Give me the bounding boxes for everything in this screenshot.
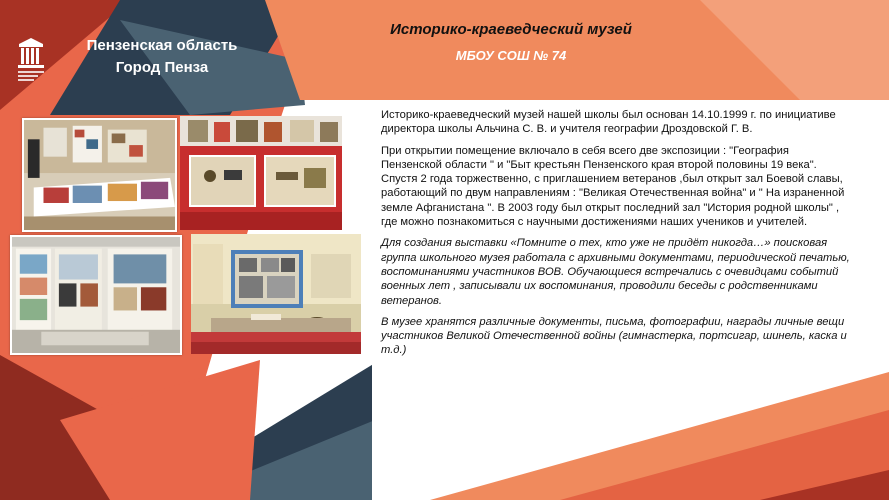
museum-description — [381, 108, 851, 365]
paragraph-exhibition: Для создания выставки «Помните о тех, кто уже не придёт никогда…» поисковая группа школьного музея работала с архивными документами, периодической печатью, воспоминаниями участников ВОВ. Обучающиеся встречались с очевидцами событий военных лет , записывали их воспоминания, проводили беседы с родственниками ветеранов. — [381, 237, 850, 307]
paragraph-founding: Историко-краеведческий музей нашей школы был основан 14.10.1999 г. по инициативе директора школы Альчина С. В. и учителя географии Дроздовской Г. В. — [381, 109, 836, 136]
museum-photo-display-cases — [180, 116, 342, 230]
school-subtitle: МБОУ СОШ № 74 — [455, 48, 567, 63]
region-label — [62, 35, 262, 79]
museum-photo-geography-hall — [22, 118, 177, 232]
region-line-oblast: Пензенская область — [86, 37, 238, 54]
museum-title: Историко-краеведческий музей — [390, 21, 632, 38]
museum-photo-war-memorabilia — [191, 234, 361, 354]
museum-photo-stands — [10, 235, 182, 355]
paragraph-expositions: При открытии помещение включало в себя всего две экспозиции : "География Пензенской области " и "Быт крестьян Пензенского края второй половины 19 века". Спустя 2 года торжественно, с приглашением ветеранов ,был открыт зал Боевой славы, работающий по двум направлениям : "Великая Отечественная война" и " На израненной земле Афганистана ". В 2003 году был открыт последний зал "История родной школы" , где можно познакомиться с научными достижениями наших учеников и учителей. — [381, 144, 845, 229]
school-museum-logo — [16, 38, 46, 82]
paragraph-collection: В музее хранятся различные документы, письма, фотографии, награды личные вещи участников Великой Отечественной войны (гимнастерка, портсигар, шинель, каска и т.д.) — [381, 315, 847, 357]
region-line-city: Город Пенза — [115, 59, 209, 76]
